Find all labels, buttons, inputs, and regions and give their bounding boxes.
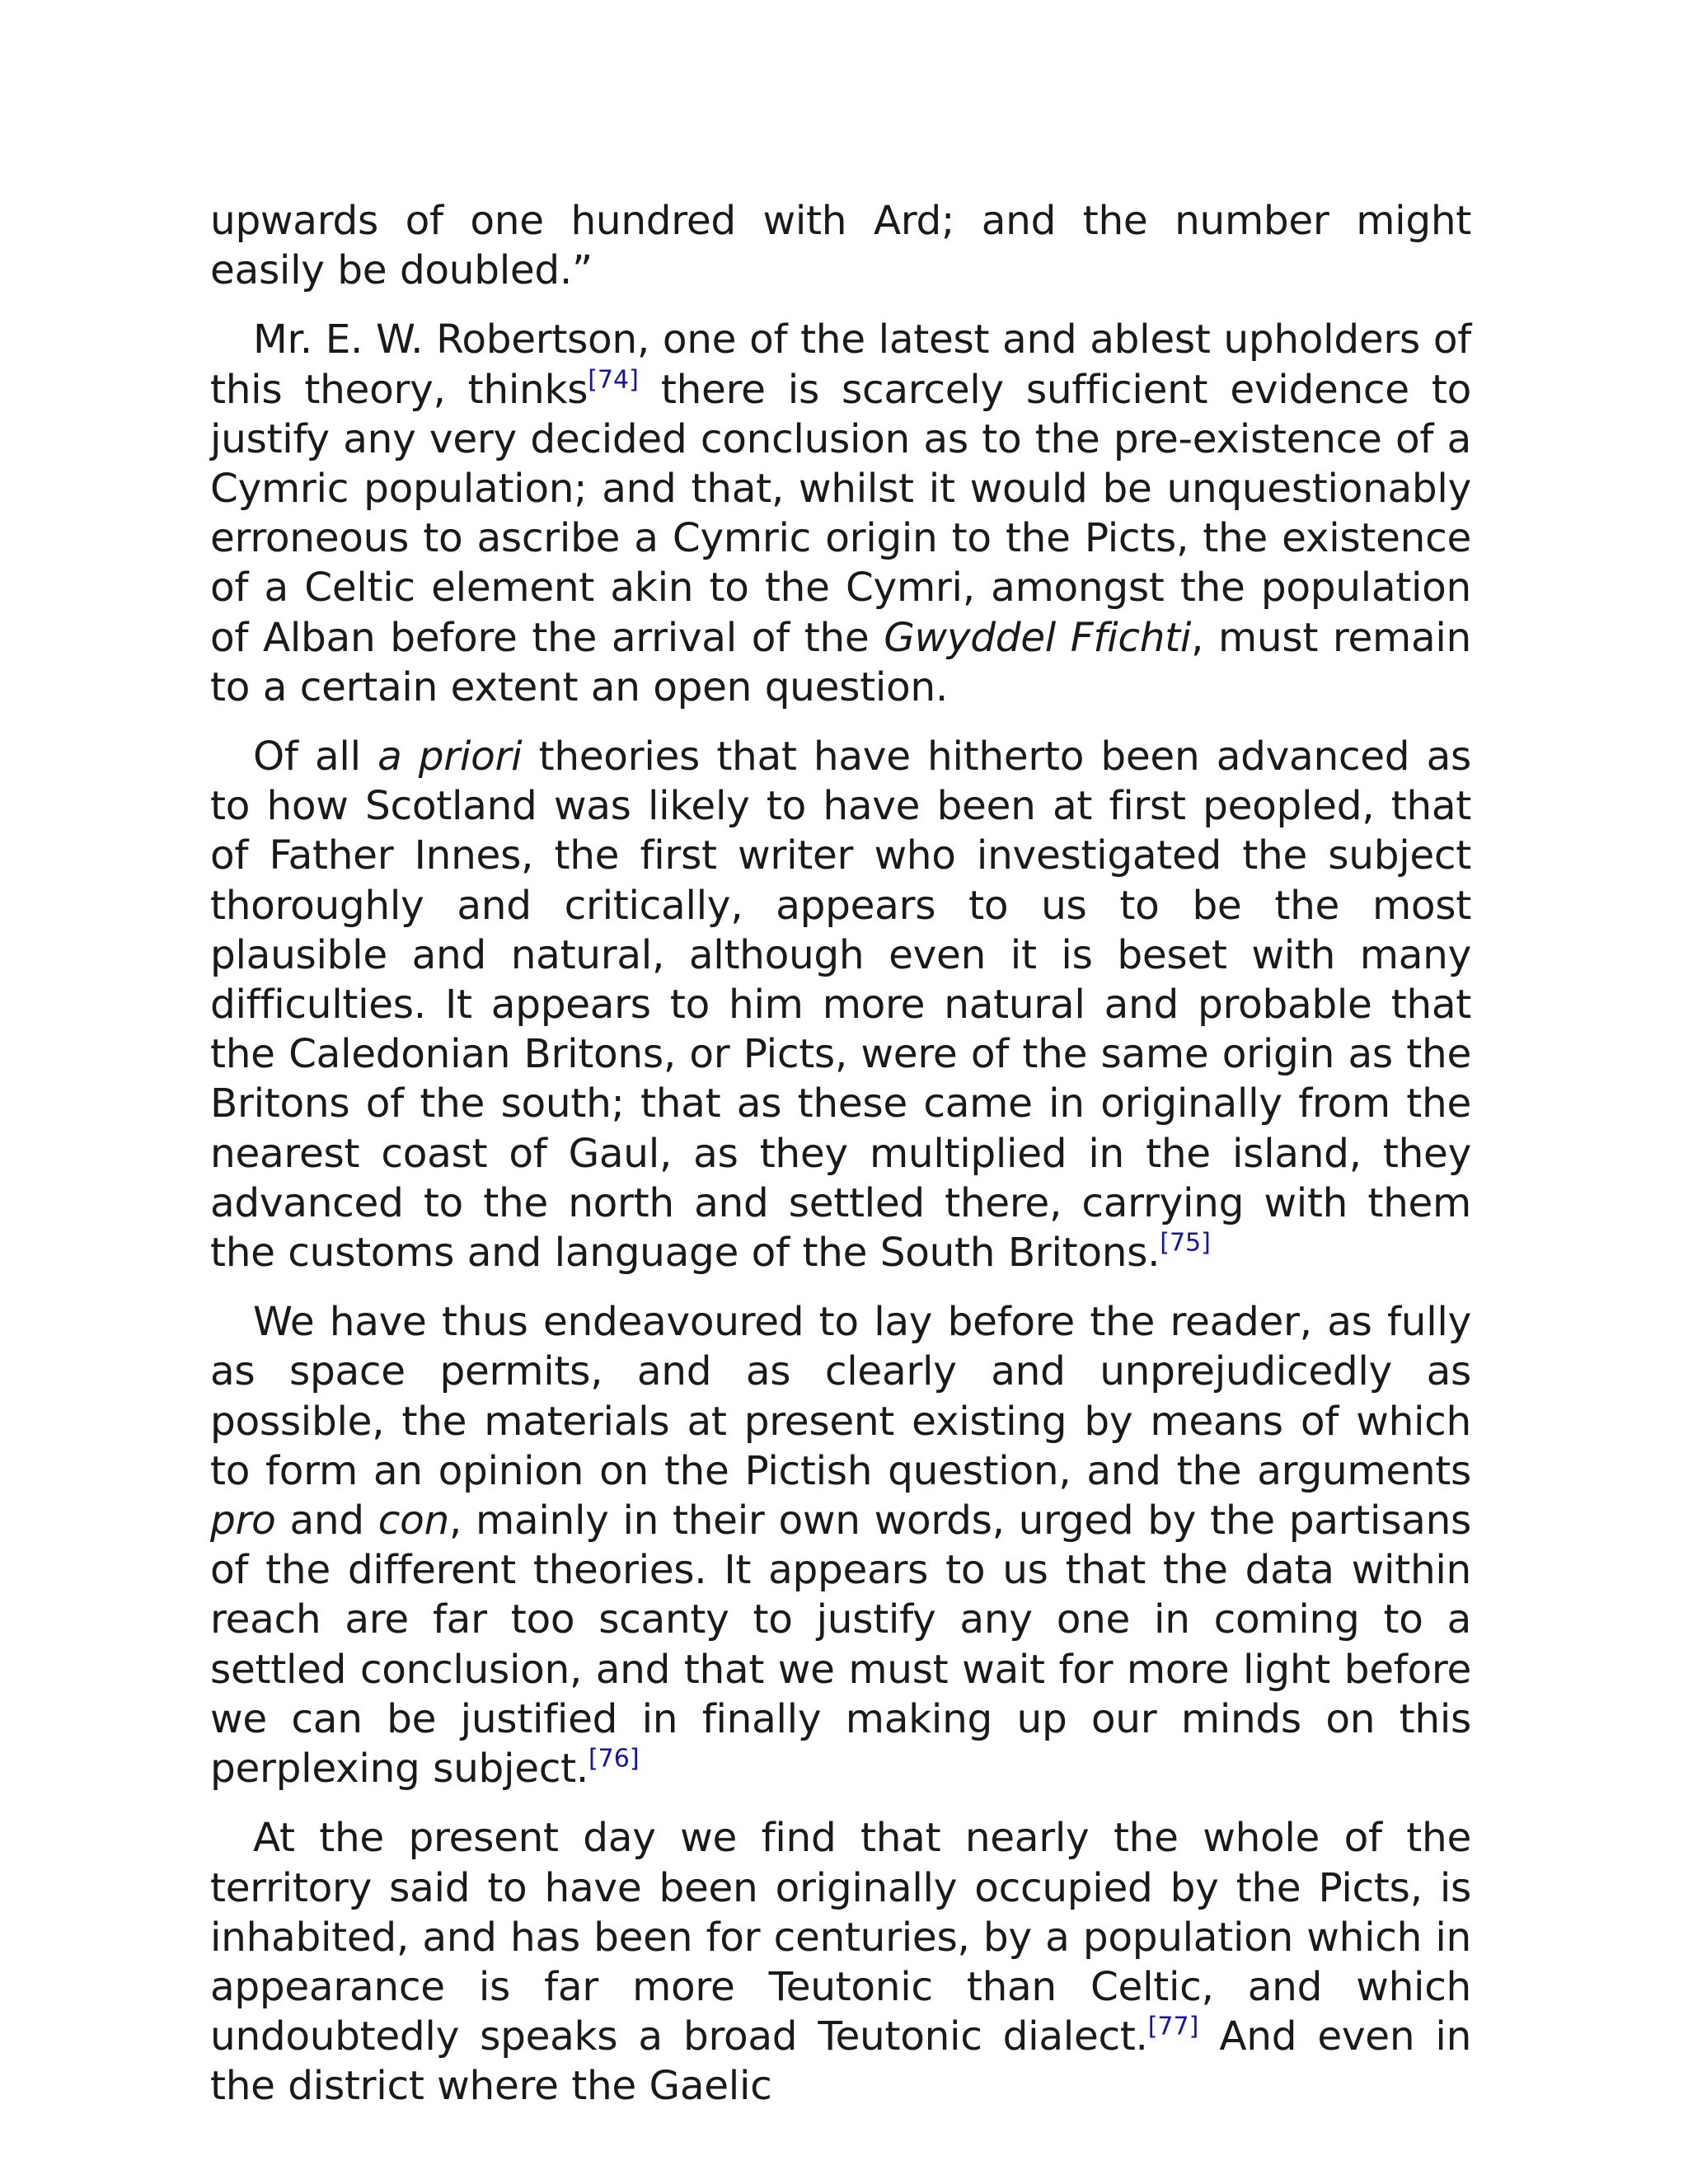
paragraph-text: and [275, 1497, 378, 1544]
italic-term: pro [210, 1497, 276, 1544]
paragraph-text: And even in the district where the Gaelic [210, 2013, 1472, 2110]
footnote-link-76[interactable]: [76] [588, 1744, 640, 1774]
paragraph-text: Mr. E. W. Robertson, one of the latest and ablest upholders of this theory, thinks [210, 316, 1471, 413]
footnote-link-75[interactable]: [75] [1160, 1228, 1211, 1258]
page-text [210, 196, 1471, 2111]
paragraph-summary [210, 1297, 1471, 1793]
paragraph-continuation [210, 196, 1471, 295]
paragraph-text: upwards of one hundred with Ard; and the number might easily be doubled.” [210, 198, 1471, 294]
paragraph-innes [210, 732, 1471, 1277]
footnote-link-77[interactable]: [77] [1147, 2012, 1199, 2041]
paragraph-text: We have thus endeavoured to lay before the reader, as fully as space permits, and as clearly and unprejudicedly as possible, the materials at present existing by means of which to form an opinion on the Pictish question, and the arguments [210, 1299, 1471, 1494]
italic-term: con [377, 1497, 449, 1544]
paragraph-text: At the present day we find that nearly the whole of the territory said to have been originally occupied by the Picts, is inhabited, and has been for centuries, by a population which in appearance is far more Teutonic than Celtic, and which undoubtedly speaks a broad Teutonic dialect. [210, 1815, 1471, 2060]
paragraph-text: there is scarcely sufficient evidence to justify any very decided conclusion as to the pre-existence of a Cymric population; and that, whilst it would be unquestionably erroneous to ascribe a Cymric origin to the Picts, the existence of a Celtic element akin to the Cymri, amongst the population of Alban before the arrival of the [210, 366, 1471, 661]
paragraph-robertson [210, 315, 1471, 712]
paragraph-text: theories that have hitherto been advanced as to how Scotland was likely to have been at first peopled, that of Father Innes, the first writer who investigated the subject thoroughly and critically, appears to us to be the most plausible and natural, although even it is beset with many difficulties. It appears to him more natural and probable that the Caledonian Britons, or Picts, were of the same origin as the Britons of the south; that as these came in originally from the nearest coast of Gaul, as they multiplied in the island, they advanced to the north and settled there, carrying with them the customs and language of the South Britons. [210, 733, 1471, 1277]
footnote-link-74[interactable]: [74] [588, 365, 639, 395]
italic-term: Gwyddel Ffichti [884, 614, 1192, 661]
paragraph-text: , mainly in their own words, urged by the partisans of the different theories. It appears to us that the data within reach are far too scanty to justify any one in coming to a settled conclusion, and that we must wait for more light before we can be justified in finally making up our minds on this perplexing subject. [210, 1497, 1471, 1793]
paragraph-present-day [210, 1813, 1471, 2111]
paragraph-text: Of all [253, 733, 378, 780]
italic-term: a priori [377, 733, 523, 780]
paragraph-text: , must remain to a certain extent an open question. [210, 614, 1471, 710]
